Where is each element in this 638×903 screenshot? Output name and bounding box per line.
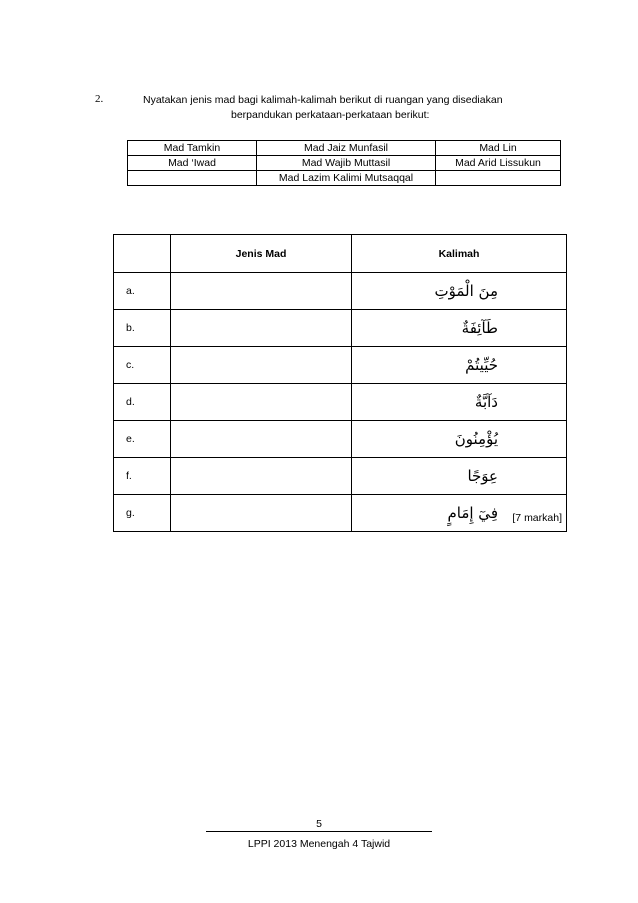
options-table xyxy=(127,140,561,186)
answer-cell[interactable] xyxy=(171,384,352,421)
options-row xyxy=(128,156,561,171)
answer-row xyxy=(114,421,567,458)
kalimah-cell: دَآبَّةٌ xyxy=(352,384,567,421)
option-cell: Mad Lin xyxy=(436,141,561,156)
option-cell: Mad Jaiz Munfasil xyxy=(257,141,436,156)
option-cell: Mad ‘Iwad xyxy=(128,156,257,171)
kalimah-cell: حُيِّيتُمْ xyxy=(352,347,567,384)
answer-row xyxy=(114,384,567,421)
answer-table xyxy=(113,234,567,532)
option-cell: Mad Arid Lissukun xyxy=(436,156,561,171)
row-label: g. xyxy=(114,495,171,532)
row-label: e. xyxy=(114,421,171,458)
answer-row xyxy=(114,347,567,384)
answer-cell[interactable] xyxy=(171,347,352,384)
row-label: a. xyxy=(114,273,171,310)
answer-row xyxy=(114,458,567,495)
options-row xyxy=(128,171,561,186)
header-jenis-mad: Jenis Mad xyxy=(171,235,352,273)
kalimah-cell: عِوَجًا xyxy=(352,458,567,495)
question-number: 2. xyxy=(95,93,104,105)
kalimah-cell: فِيٓ إِمَامٍ xyxy=(352,495,567,532)
answer-row xyxy=(114,273,567,310)
page-number: 5 xyxy=(316,818,322,830)
kalimah-cell: طَآئِفَةٌ xyxy=(352,310,567,347)
row-label: d. xyxy=(114,384,171,421)
option-cell xyxy=(436,171,561,186)
answer-cell[interactable] xyxy=(171,310,352,347)
row-label: c. xyxy=(114,347,171,384)
footer-divider xyxy=(206,831,432,832)
question-instruction xyxy=(143,93,563,123)
kalimah-cell: مِنَ الْمَوْتِ xyxy=(352,273,567,310)
option-cell: Mad Lazim Kalimi Mutsaqqal xyxy=(257,171,436,186)
row-label: b. xyxy=(114,310,171,347)
kalimah-cell: يُؤْمِنُونَ xyxy=(352,421,567,458)
answer-row xyxy=(114,495,567,532)
row-label: f. xyxy=(114,458,171,495)
answer-row xyxy=(114,310,567,347)
option-cell xyxy=(128,171,257,186)
answer-cell[interactable] xyxy=(171,458,352,495)
answer-header-row xyxy=(114,235,567,273)
options-row xyxy=(128,141,561,156)
instruction-line-2: berpandukan perkataan-perkataan berikut: xyxy=(231,109,430,121)
instruction-line-1: Nyatakan jenis mad bagi kalimah-kalimah berikut di ruangan yang disediakan xyxy=(143,94,503,106)
footer-text: LPPI 2013 Menengah 4 Tajwid xyxy=(247,838,391,850)
marks-label: [7 markah] xyxy=(512,512,562,524)
header-kalimah: Kalimah xyxy=(352,235,567,273)
option-cell: Mad Tamkin xyxy=(128,141,257,156)
answer-cell[interactable] xyxy=(171,421,352,458)
answer-cell[interactable] xyxy=(171,273,352,310)
answer-cell[interactable] xyxy=(171,495,352,532)
option-cell: Mad Wajib Muttasil xyxy=(257,156,436,171)
header-blank xyxy=(114,235,171,273)
